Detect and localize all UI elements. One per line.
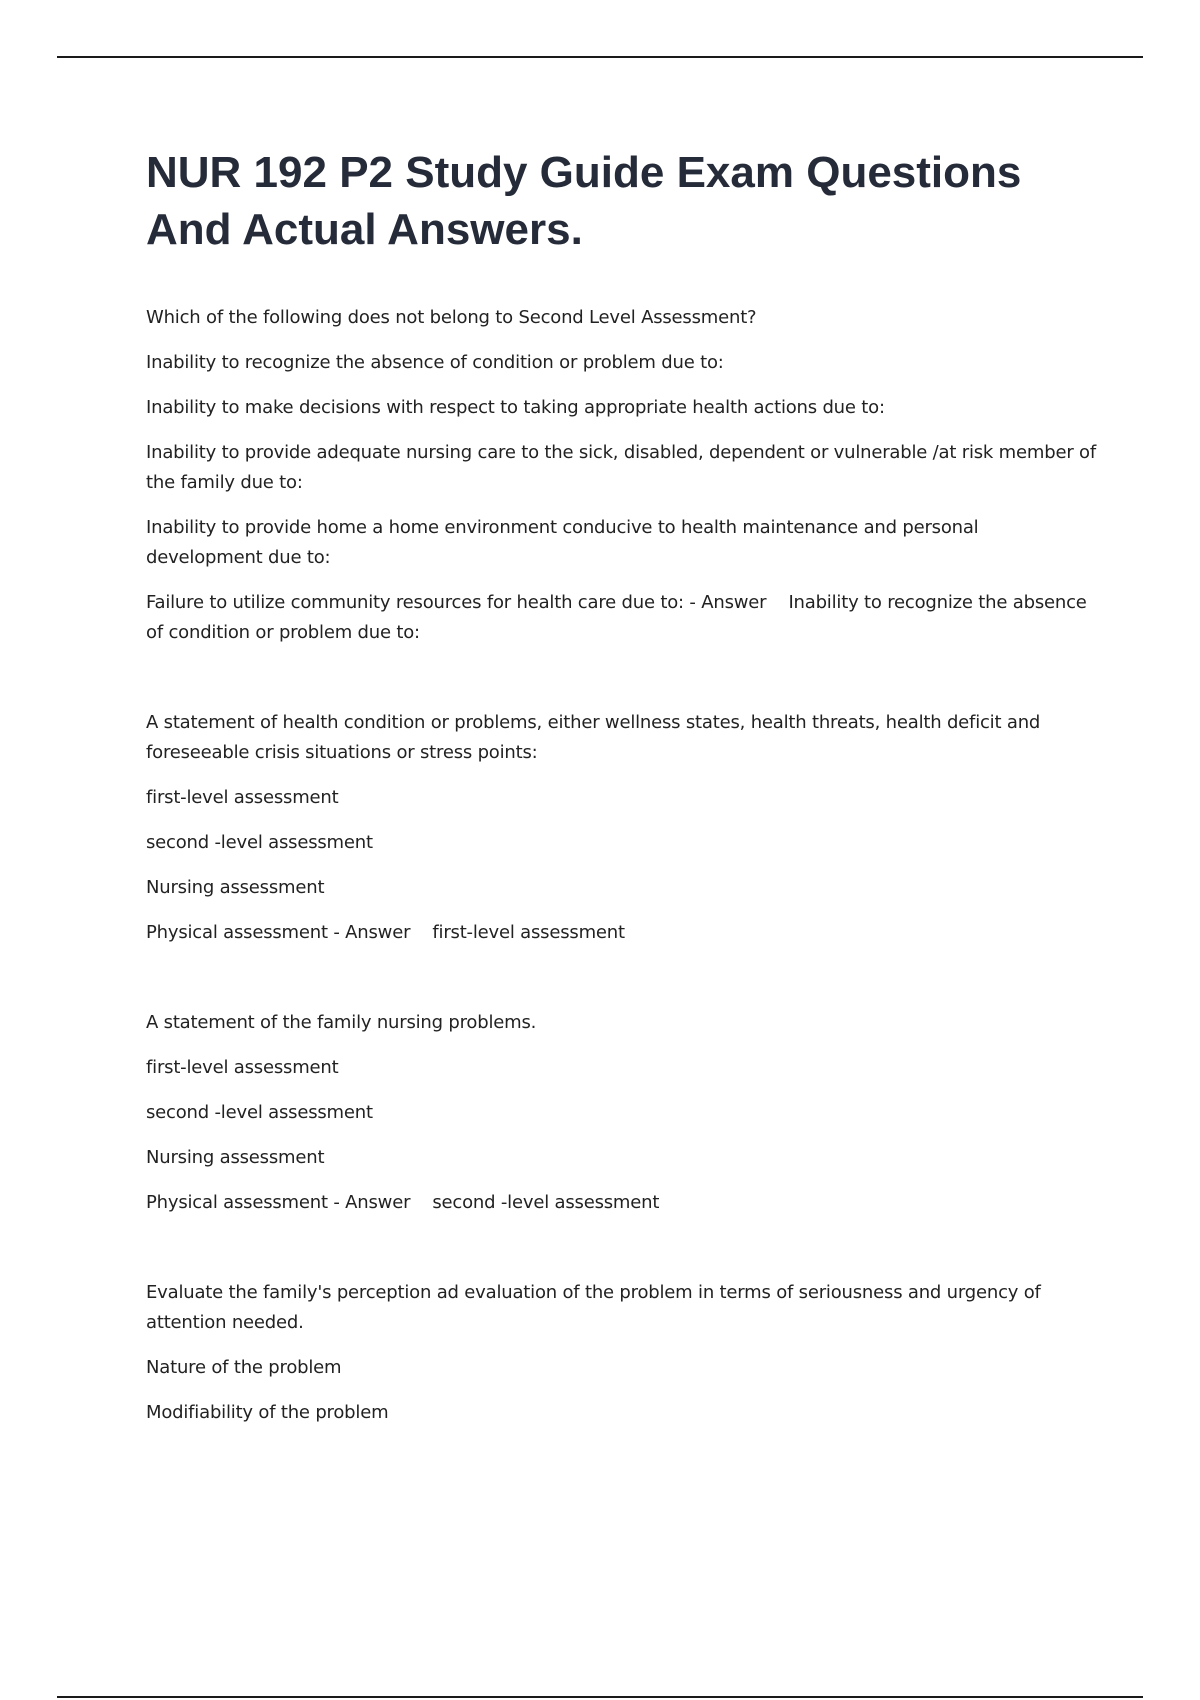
option: Inability to provide adequate nursing care to the sick, disabled, dependent or vulnerable /at risk member of the family due to: — [146, 442, 1096, 493]
final-option: Failure to utilize community resources for health care due to: — [146, 592, 684, 613]
option: second -level assessment — [146, 1102, 373, 1123]
option: Inability to provide home a home environment conducive to health maintenance and personal development due to: — [146, 517, 979, 568]
answer-line — [146, 1188, 1096, 1218]
final-option: Physical assessment — [146, 922, 328, 943]
answer-text: first-level assessment — [432, 922, 625, 943]
answer-text: second -level assessment — [432, 1192, 660, 1213]
question-block-1 — [146, 303, 1096, 648]
option: Inability to make decisions with respect to taking appropriate health actions due to: — [146, 397, 885, 418]
answer-line — [146, 918, 1096, 948]
answer-text: Inability to recognize the absence of condition or problem due to: — [146, 592, 1087, 643]
option: Modifiability of the problem — [146, 1402, 389, 1423]
option: Nursing assessment — [146, 877, 325, 898]
top-rule — [57, 56, 1143, 58]
answer-label: - Answer — [683, 592, 767, 613]
option: Nature of the problem — [146, 1357, 342, 1378]
option: Inability to recognize the absence of condition or problem due to: — [146, 352, 724, 373]
option: second -level assessment — [146, 832, 373, 853]
answer-label: - Answer — [327, 922, 411, 943]
bottom-rule — [57, 1696, 1143, 1698]
final-option: Physical assessment — [146, 1192, 328, 1213]
option: Nursing assessment — [146, 1147, 325, 1168]
question-text: Which of the following does not belong to Second Level Assessment? — [146, 307, 757, 328]
answer-label: - Answer — [327, 1192, 411, 1213]
question-text: A statement of the family nursing problems. — [146, 1012, 537, 1033]
document-title: NUR 192 P2 Study Guide Exam Questions And Actual Answers. — [146, 148, 1022, 254]
answer-line — [146, 588, 1096, 648]
question-text: Evaluate the family's perception ad evaluation of the problem in terms of seriousness and urgency of attention needed. — [146, 1282, 1041, 1333]
question-block-4 — [146, 1278, 1096, 1428]
option: first-level assessment — [146, 787, 339, 808]
question-block-3 — [146, 1008, 1096, 1218]
question-text: A statement of health condition or problems, either wellness states, health threats, health deficit and foreseeable crisis situations or stress points: — [146, 712, 1041, 763]
document-body — [146, 144, 1096, 1443]
question-block-2 — [146, 708, 1096, 948]
option: first-level assessment — [146, 1057, 339, 1078]
